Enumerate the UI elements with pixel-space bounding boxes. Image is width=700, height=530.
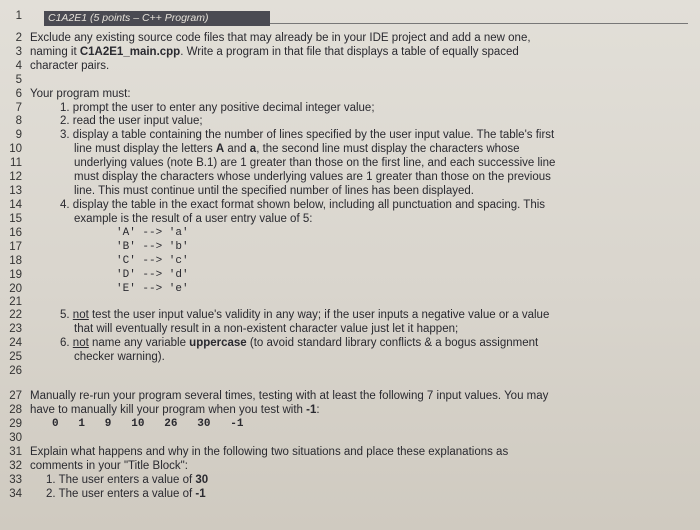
requirements-heading: Your program must: bbox=[30, 88, 131, 100]
table-row: 'A' --> 'a' bbox=[116, 227, 189, 239]
line-number: 20 bbox=[9, 283, 22, 295]
situation-1: 1. The user enters a value of 30 bbox=[46, 474, 209, 486]
filename: C1A2E1_main.cpp bbox=[79, 46, 181, 58]
requirement-3-cont-4: line. This must continue until the specified number of lines has been displayed. bbox=[74, 185, 474, 197]
requirement-6-cont: checker warning). bbox=[74, 351, 165, 363]
line-number: 21 bbox=[9, 296, 22, 308]
line-number: 13 bbox=[9, 185, 22, 197]
line-number: 23 bbox=[9, 323, 22, 335]
testing-line-1: Manually re-run your program several times, testing with at least the following 7 input values. You may bbox=[30, 390, 549, 402]
line-number: 6 bbox=[15, 88, 22, 100]
requirement-6: 6. not name any variable uppercase (to avoid standard library conflicts & a bogus assignment bbox=[60, 337, 539, 349]
table-row: 'D' --> 'd' bbox=[116, 269, 189, 281]
testing-line-2: have to manually kill your program when you test with -1: bbox=[30, 404, 320, 416]
line-number: 5 bbox=[15, 74, 22, 86]
line-number: 28 bbox=[9, 404, 22, 416]
requirement-4: 4. display the table in the exact format shown below, including all punctuation and spacing. This bbox=[60, 199, 546, 211]
line-number: 24 bbox=[9, 337, 22, 349]
line-number: 3 bbox=[15, 46, 22, 58]
line-number: 7 bbox=[15, 102, 22, 114]
line-number: 26 bbox=[9, 365, 22, 377]
line-number: 12 bbox=[9, 171, 22, 183]
intro-line-1: Exclude any existing source code files that may already be in your IDE project and add a new one, bbox=[30, 32, 531, 44]
line-number: 16 bbox=[9, 227, 22, 239]
requirement-5: 5. not test the user input value's validity in any way; if the user inputs a negative value or a value bbox=[60, 309, 550, 321]
line-number: 27 bbox=[9, 390, 22, 402]
line-number: 32 bbox=[9, 460, 22, 472]
intro-line-2: naming it C1A2E1_main.cpp. Write a program in that file that displays a table of equally spaced bbox=[30, 46, 519, 58]
line-number: 4 bbox=[15, 60, 22, 72]
requirement-3-cont-1: line must display the letters A and a, the second line must display the characters whose bbox=[74, 143, 520, 155]
requirement-1: 1. prompt the user to enter any positive decimal integer value; bbox=[60, 102, 375, 114]
explain-line-2: comments in your "Title Block": bbox=[30, 460, 188, 472]
line-number: 1 bbox=[15, 10, 22, 22]
test-values: 0 1 9 10 26 30 -1 bbox=[52, 418, 244, 430]
line-number: 30 bbox=[9, 432, 22, 444]
requirement-3-cont-3: must display the characters whose underlying values are 1 greater than those on the previous bbox=[74, 171, 551, 183]
requirement-3-cont-2: underlying values (note B.1) are 1 greater than those on the first line, and each successive line bbox=[74, 157, 556, 169]
line-number: 18 bbox=[9, 255, 22, 267]
table-row: 'B' --> 'b' bbox=[116, 241, 189, 253]
requirement-3: 3. display a table containing the number of lines specified by the user input value. The table's first bbox=[60, 129, 555, 141]
requirement-4-cont: example is the result of a user entry value of 5: bbox=[74, 213, 313, 225]
line-number: 10 bbox=[9, 143, 22, 155]
line-number: 33 bbox=[9, 474, 22, 486]
line-number: 15 bbox=[9, 213, 22, 225]
line-number: 2 bbox=[15, 32, 22, 44]
title-rule bbox=[270, 23, 688, 24]
line-number: 9 bbox=[15, 129, 22, 141]
table-row: 'C' --> 'c' bbox=[116, 255, 189, 267]
intro-line-3: character pairs. bbox=[30, 60, 110, 72]
requirement-5-cont: that will eventually result in a non-existent character value just let it happen; bbox=[74, 323, 459, 335]
line-number: 11 bbox=[10, 157, 22, 169]
line-number: 8 bbox=[15, 115, 22, 127]
requirement-2: 2. read the user input value; bbox=[60, 115, 203, 127]
line-number: 14 bbox=[9, 199, 22, 211]
line-number: 19 bbox=[9, 269, 22, 281]
line-number: 29 bbox=[9, 418, 22, 430]
line-number: 25 bbox=[9, 351, 22, 363]
explain-line-1: Explain what happens and why in the following two situations and place these explanations as bbox=[30, 446, 509, 458]
line-number: 17 bbox=[9, 241, 22, 253]
line-number: 31 bbox=[9, 446, 22, 458]
table-row: 'E' --> 'e' bbox=[116, 283, 189, 295]
line-number: 34 bbox=[9, 488, 22, 500]
page-title: C1A2E1 (5 points – C++ Program) bbox=[44, 11, 270, 26]
situation-2: 2. The user enters a value of -1 bbox=[46, 488, 206, 500]
line-number: 22 bbox=[9, 309, 22, 321]
